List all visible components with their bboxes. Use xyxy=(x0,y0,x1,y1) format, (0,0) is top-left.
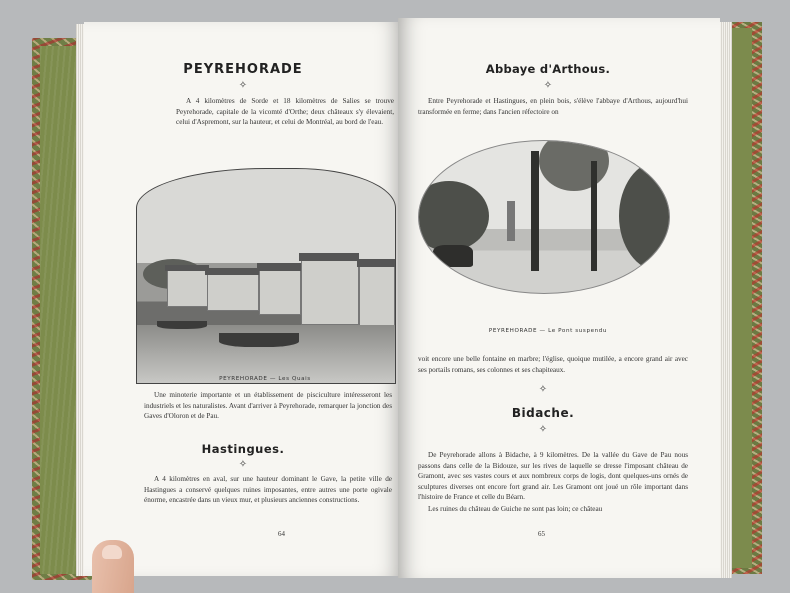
cover-cloth-left xyxy=(40,46,80,574)
right-ornament-2: ✧ xyxy=(538,384,548,395)
left-page xyxy=(84,22,402,576)
thumb xyxy=(92,540,134,593)
photo-les-quais xyxy=(136,168,396,384)
right-page xyxy=(398,18,720,578)
right-title-ornament: ✧ xyxy=(543,80,553,91)
right-paragraph-3: De Peyrehorade allons à Bidache, à 9 kilomètres. De la vallée du Gave de Pau nous passons dans celle de la Bidouze, sur les rives de laquelle se dresse l'imposant château de Gramont, avec ses vastes cours et aux nombreux corps de logis, dont quelques-uns ornés de sculptures diverses ont encore fort grand air. Les Gramont ont joué un rôle important dans l'histoire de France et celle du Béarn. xyxy=(418,451,688,502)
page-edges-right xyxy=(718,22,732,578)
left-title-ornament: ✧ xyxy=(238,80,248,91)
right-paragraph-2: voit encore une belle fontaine en marbre; l'église, quoique mutilée, a encore grand air avec ses portails romans, ses colonnes et ses chapiteaux. xyxy=(418,355,688,374)
thumbnail-nail xyxy=(102,545,122,559)
hastingues-ornament: ✧ xyxy=(238,459,248,470)
section-title-hastingues: Hastingues. xyxy=(201,442,285,456)
page-number-65: 65 xyxy=(538,530,545,538)
photo-pont-suspendu xyxy=(418,140,670,294)
left-photo-caption: PEYREHORADE — Les Quais xyxy=(219,376,311,382)
right-intro-paragraph: Entre Peyrehorade et Hastingues, en plein bois, s'élève l'abbaye d'Arthous, aujourd'hui transformée en ferme; dans l'ancien réfectoire on xyxy=(418,97,688,116)
section-title-bidache: Bidache. xyxy=(511,406,575,420)
left-paragraph-2: Une minoterie importante et un établissement de pisciculture intéresseront les industriels et les naturalistes. Avant d'arriver à Peyrehorade, remarquer la jonction des Gaves d'Oloron et de Pau. xyxy=(144,391,392,421)
left-page-title: PEYREHORADE xyxy=(183,62,303,77)
right-photo-caption: PEYREHORADE — Le Pont suspendu xyxy=(488,328,608,334)
right-paragraph-4: Les ruines du château de Guiche ne sont pas loin; ce château xyxy=(428,505,603,513)
right-page-title: Abbaye d'Arthous. xyxy=(485,62,611,76)
bidache-ornament: ✧ xyxy=(538,424,548,435)
page-number-64: 64 xyxy=(278,530,285,538)
left-paragraph-3: A 4 kilomètres en aval, sur une hauteur dominant le Gave, la petite ville de Hastingues a conservé quelques ruines imposantes, entre autres une porte ogivale énorme, encastrée dans un vieux mur, et plusieurs anciennes constructions. xyxy=(144,475,392,505)
left-intro-paragraph: A 4 kilomètres de Sorde et 18 kilomètres de Salies se trouve Peyrehorade, capitale de la vicomté d'Orthe; deux châteaux s'y élevaient, celui d'Aspremont, sur la hauteur, et celui de Montréal, au bord de l'eau. xyxy=(176,97,394,127)
